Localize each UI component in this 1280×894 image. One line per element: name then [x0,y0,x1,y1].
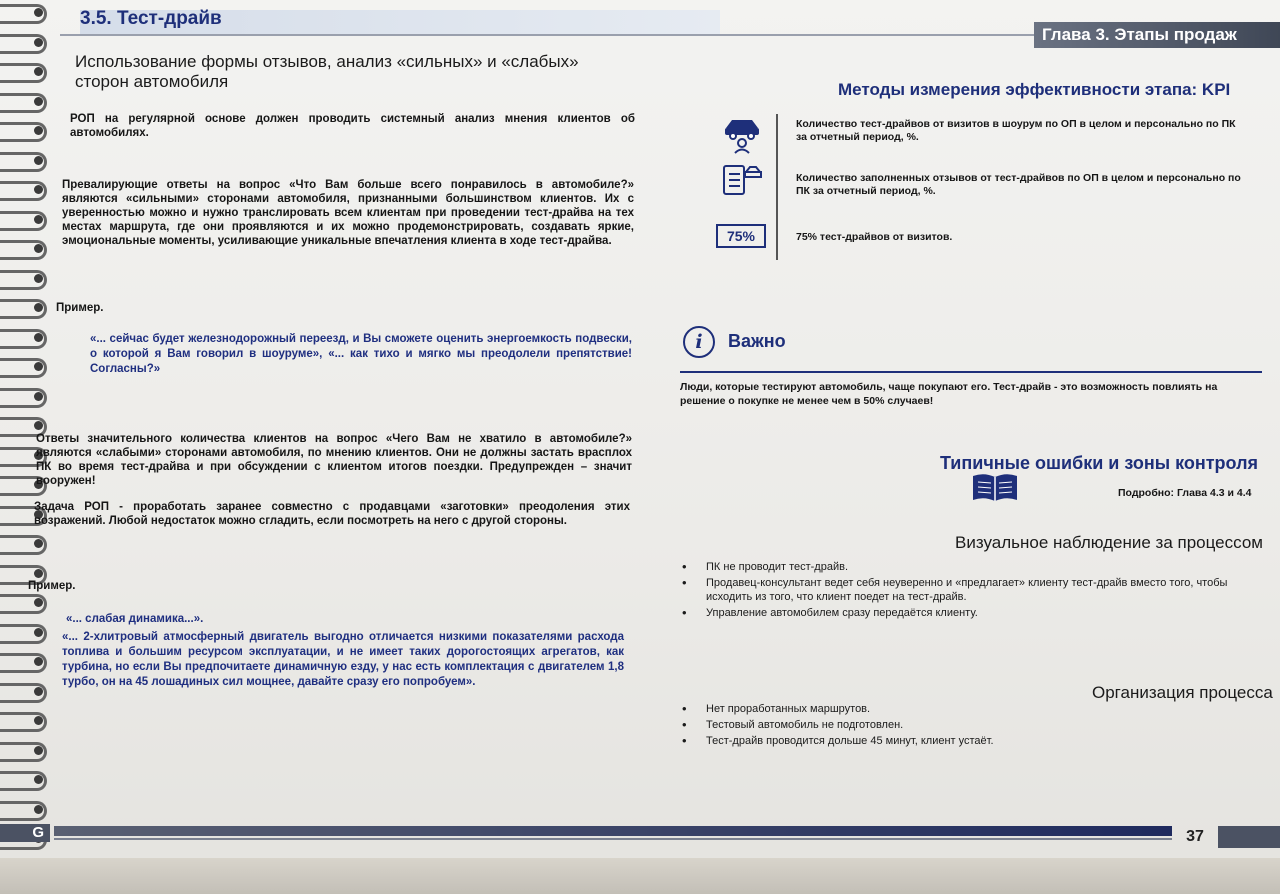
binding-hole [34,569,43,578]
binding-hole [34,392,43,401]
kpi-item-2: Количество заполненных отзывов от тест-драйвов по ОП в целом и персонально по ПК за отчетный период, %. [796,172,1241,197]
left-subtitle: Использование формы отзывов, анализ «сильных» и «слабых» сторон автомобиля [75,52,579,91]
paragraph-task: Задача РОП - проработать заранее совместно с продавцами «заготовки» преодоления этих возражений. Любой недостаток можно сгладить, если посмотреть на него с другой стороны. [34,501,630,527]
binding-hole [34,362,43,371]
important-title: Важно [728,331,786,351]
visual-observation-title: Визуальное наблюдение за процессом [955,533,1263,552]
binding-hole [34,8,43,17]
binding-hole [34,67,43,76]
binding-hole [34,421,43,430]
binding-hole [34,156,43,165]
example-quote-2b: «... 2-хлитровый атмосферный двигатель выгодно отличается низкими показателями расхода топлива и большим ресурсом эксплуатации, и не имеет таких дорогостоящих агрегатов, как турбина, но если Вы предпочитаете динамичную езду, у нас есть комплектация с двигателем 1,8 турбо, он на 45 лошадиных сил мощнее, давайте сразу его попробуем». [62,631,624,688]
book-icon [970,472,1020,504]
binding-hole [34,333,43,342]
info-icon: i [683,326,715,358]
list-item: • ПК не проводит тест-драйв. [680,560,1276,574]
errors-title: Типичные ошибки и зоны контроля [940,453,1259,473]
list-item: • Управление автомобилем сразу передаётся клиенту. [680,606,1276,620]
percent-badge: 75% [716,224,766,248]
binding-hole [34,97,43,106]
list-item: • Продавец-консультант ведет себя неуверенно и «предлагает» клиенту тест-драйв вместо того, чтобы исходить из того, что клиент поедет на тест-драйв. [680,576,1276,604]
footer-bar [54,826,1172,836]
example-label-2: Пример. [28,580,76,592]
footer-line [54,838,1172,840]
example-quote-2a: «... слабая динамика...». [66,613,204,625]
example-quote-1: «... сейчас будет железнодорожный переезд, и Вы сможете оценить энергоемкость подвески, о которой я Вам говорил в шоуруме», «... как тихо и мягко мы преодолели препятствие! Согласны?» [90,333,632,375]
binding-hole [34,598,43,607]
kpi-title: Методы измерения эффективности этапа: KPI [838,80,1231,99]
kpi-divider [776,114,778,260]
binding-hole [34,303,43,312]
binding-hole [34,274,43,283]
important-divider [680,371,1262,373]
binding-hole [34,805,43,814]
car-person-icon [722,114,762,154]
binding-hole [34,185,43,194]
binding-hole [34,244,43,253]
process-organization-list [680,702,1240,750]
footer-tab [1218,826,1280,848]
binding-hole [34,657,43,666]
table-surface [0,858,1280,894]
visual-observation-list [680,560,1276,622]
list-item: • Тестовый автомобиль не подготовлен. [680,718,1240,732]
binding-hole [34,126,43,135]
binding-hole [34,628,43,637]
kpi-item-3: 75% тест-драйвов от визитов. [796,231,953,243]
checklist-car-icon [722,162,762,198]
chapter-tab: Глава 3. Этапы продаж [1034,22,1280,48]
binding-hole [34,775,43,784]
binding-hole [34,687,43,696]
binding-hole [34,539,43,548]
kpi-item-1: Количество тест-драйвов от визитов в шоурум по ОП в целом и персонально по ПК за отчетный период, %. [796,118,1236,143]
binding-hole [34,215,43,224]
footer-logo: G [0,824,50,842]
process-organization-title: Организация процесса [1092,683,1273,702]
binding-hole [34,38,43,47]
example-label-1: Пример. [56,302,104,314]
binding-hole [34,746,43,755]
paragraph-analysis: РОП на регулярной основе должен проводить системный анализ мнения клиентов об автомобилях. [70,113,635,139]
list-item: • Тест-драйв проводится дольше 45 минут, клиент устаёт. [680,734,1240,748]
list-item: • Нет проработанных маршрутов. [680,702,1240,716]
binding-hole [34,716,43,725]
important-text: Люди, которые тестируют автомобиль, чаще покупают его. Тест-драйв - это возможность повлиять на решение о покупке не менее чем в 50% случаев! [680,381,1218,407]
details-reference: Подробно: Глава 4.3 и 4.4 [1118,487,1252,499]
page-number: 37 [1186,828,1204,845]
paragraph-strong-sides: Превалирующие ответы на вопрос «Что Вам больше всего понравилось в автомобиле?» являются «сильными» сторонами автомобиля, признанными большинством клиентов. Их с уверенностью можно и нужно транслировать всем клиентам при проведении тест-драйва на тех местах маршрута, где они проявляются и их можно продемонстрировать, создавать яркие, эмоциональные моменты, усиливающие уникальные впечатления клиента в ходе тест-драйва. [62,179,634,247]
paragraph-weak-sides: Ответы значительного количества клиентов на вопрос «Чего Вам не хватило в автомобиле?» являются «слабыми» сторонами автомобиля, по мнению клиентов. Они не должны застать врасплох ПК во время тест-драйва и при обсуждении с клиентом итогов поездки. Предупрежден – значит вооружен! [36,433,632,487]
section-title: 3.5. Тест-драйв [80,8,222,29]
